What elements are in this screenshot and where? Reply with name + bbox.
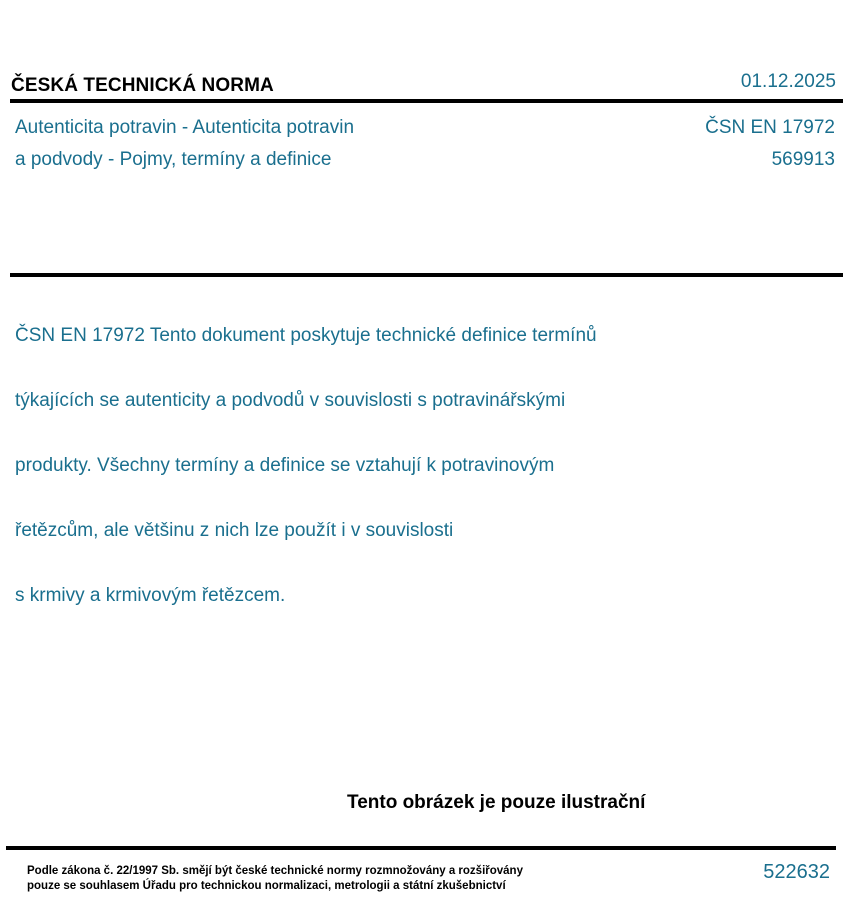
standard-title-line-1: Autenticita potravin - Autenticita potravin xyxy=(15,117,355,138)
standard-designation: ČSN EN 17972 xyxy=(705,117,835,138)
description-line: produkty. Všechny termíny a definice se vztahují k potravinovým xyxy=(15,454,555,476)
description-line: řetězcům, ale většinu z nich lze použít i v souvislosti xyxy=(15,519,454,541)
header-divider xyxy=(10,99,843,103)
description-line: ČSN EN 17972 Tento dokument poskytuje technické definice termínů xyxy=(15,324,597,346)
standard-title-line-2: a podvody - Pojmy, termíny a definice xyxy=(15,149,332,170)
illustrative-note: Tento obrázek je pouze ilustrační xyxy=(347,792,646,813)
description xyxy=(15,287,695,645)
publication-date: 01.12.2025 xyxy=(740,71,836,92)
document-type-heading: ČESKÁ TECHNICKÁ NORMA xyxy=(11,75,274,96)
description-line: s krmivy a krmivovým řetězcem. xyxy=(15,584,286,606)
catalog-number: 569913 xyxy=(771,149,835,170)
legal-notice-line-1: Podle zákona č. 22/1997 Sb. smějí být české technické normy rozmnožovány a rozšiřovány xyxy=(27,865,523,877)
footer-code: 522632 xyxy=(763,861,830,883)
legal-notice xyxy=(27,864,523,894)
description-line: týkajících se autenticity a podvodů v souvislosti s potravinářskými xyxy=(15,389,566,411)
footer-divider xyxy=(6,846,836,850)
legal-notice-line-2: pouze se souhlasem Úřadu pro technickou normalizaci, metrologii a státní zkušebnictví xyxy=(27,880,506,892)
title-divider xyxy=(10,273,843,277)
